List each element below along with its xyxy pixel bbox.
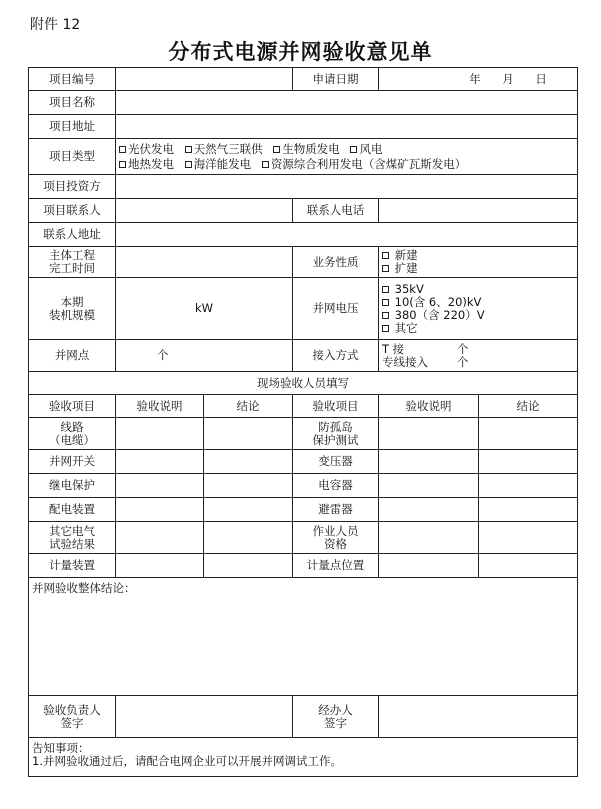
table-row	[29, 418, 578, 450]
checkbox-icon	[382, 252, 389, 259]
voltage-option[interactable]: 其它	[382, 322, 574, 335]
type-option[interactable]: 风电	[350, 143, 382, 156]
type-option[interactable]: 海洋能发电	[185, 158, 252, 171]
row-overall-conclusion	[29, 578, 578, 696]
inspection-item: 配电装置	[29, 498, 116, 522]
project-name-value[interactable]	[116, 91, 578, 115]
inspection-conclusion-cell[interactable]	[204, 474, 293, 498]
row-section-header	[29, 372, 578, 395]
inspection-conclusion-cell[interactable]	[479, 474, 578, 498]
project-contact-label: 项目联系人	[29, 199, 116, 223]
row-capacity	[29, 278, 578, 340]
access-option[interactable]: T 接 个	[382, 341, 469, 356]
access-option[interactable]: 专线接入 个	[382, 354, 469, 369]
inspection-desc-cell[interactable]	[116, 554, 204, 578]
apply-date-label: 申请日期	[293, 68, 379, 91]
table-row	[29, 522, 578, 554]
handler-signature[interactable]	[379, 696, 578, 738]
inspection-conclusion-cell[interactable]	[479, 450, 578, 474]
project-number-label: 项目编号	[29, 68, 116, 91]
business-option[interactable]: 新建	[382, 249, 574, 262]
access-method-label: 接入方式	[293, 340, 379, 372]
checkbox-icon	[119, 146, 126, 153]
table-row	[29, 498, 578, 522]
section-onsite-title: 现场验收人员填写	[29, 372, 578, 395]
inspection-conclusion-cell[interactable]	[479, 554, 578, 578]
inspection-desc-cell[interactable]	[116, 522, 204, 554]
inspection-item: 避雷器	[293, 498, 379, 522]
inspection-conclusion-cell[interactable]	[479, 522, 578, 554]
grid-point-value[interactable]	[116, 340, 293, 372]
inspection-conclusion-cell[interactable]	[204, 498, 293, 522]
project-name-label: 项目名称	[29, 91, 116, 115]
date-day: 日	[535, 71, 547, 86]
notice-title: 告知事项：	[32, 741, 90, 755]
type-option[interactable]: 资源综合利用发电（含煤矿瓦斯发电）	[262, 158, 467, 171]
voltage-option[interactable]: 10(含 6、20)kV	[382, 296, 574, 309]
project-address-value[interactable]	[116, 115, 578, 139]
business-nature-options	[379, 247, 578, 278]
checkbox-icon	[382, 286, 389, 293]
inspection-conclusion-cell[interactable]	[204, 450, 293, 474]
grid-voltage-options	[379, 278, 578, 340]
checkbox-icon	[382, 325, 389, 332]
contact-phone-value[interactable]	[379, 199, 578, 223]
date-year: 年	[469, 71, 481, 86]
type-option[interactable]: 生物质发电	[273, 143, 340, 156]
inspection-desc-cell[interactable]	[379, 522, 479, 554]
project-number-value[interactable]	[116, 68, 293, 91]
voltage-option[interactable]: 35kV	[382, 283, 574, 296]
inspection-conclusion-cell[interactable]	[204, 554, 293, 578]
checkbox-icon	[119, 161, 126, 168]
col-header-desc-left: 验收说明	[116, 395, 204, 418]
checkbox-icon	[382, 265, 389, 272]
inspection-desc-cell[interactable]	[379, 498, 479, 522]
inspection-item: 作业人员 资格	[293, 522, 379, 554]
type-option[interactable]: 光伏发电	[119, 143, 174, 156]
table-row	[29, 554, 578, 578]
type-option[interactable]: 天然气三联供	[185, 143, 263, 156]
col-header-conclusion-left: 结论	[204, 395, 293, 418]
acceptance-form	[28, 67, 578, 777]
apply-date-value[interactable]	[379, 68, 578, 91]
install-capacity-label: 本期 装机规模	[29, 278, 116, 340]
main-completion-value[interactable]	[116, 247, 293, 278]
row-project-investor	[29, 175, 578, 199]
inspection-conclusion-cell[interactable]	[479, 418, 578, 450]
project-investor-label: 项目投资方	[29, 175, 116, 199]
col-header-item-right: 验收项目	[293, 395, 379, 418]
inspection-desc-cell[interactable]	[116, 498, 204, 522]
overall-conclusion-label: 并网验收整体结论：	[32, 581, 136, 595]
row-signatures	[29, 696, 578, 738]
row-project-type	[29, 139, 578, 175]
type-option[interactable]: 地热发电	[119, 158, 174, 171]
table-row	[29, 474, 578, 498]
row-completion	[29, 247, 578, 278]
inspection-header-row	[29, 395, 578, 418]
inspection-item: 电容器	[293, 474, 379, 498]
page-title: 分布式电源并网验收意见单	[168, 40, 433, 64]
business-nature-label: 业务性质	[293, 247, 379, 278]
handler-label: 经办人 签字	[293, 696, 379, 738]
checkbox-icon	[382, 312, 389, 319]
table-row	[29, 450, 578, 474]
checkbox-icon	[185, 146, 192, 153]
checkbox-icon	[273, 146, 280, 153]
row-project-address	[29, 115, 578, 139]
row-project-name	[29, 91, 578, 115]
inspection-item: 并网开关	[29, 450, 116, 474]
inspection-desc-cell[interactable]	[116, 474, 204, 498]
inspection-item: 线路 （电缆）	[29, 418, 116, 450]
inspection-item: 变压器	[293, 450, 379, 474]
contact-phone-label: 联系人电话	[293, 199, 379, 223]
row-project-number	[29, 68, 578, 91]
inspection-desc-cell[interactable]	[379, 554, 479, 578]
inspection-desc-cell[interactable]	[116, 450, 204, 474]
project-address-label: 项目地址	[29, 115, 116, 139]
inspection-item: 计量装置	[29, 554, 116, 578]
row-grid-point	[29, 340, 578, 372]
inspection-conclusion-cell[interactable]	[204, 522, 293, 554]
notice-item: 1.并网验收通过后，请配合电网企业可以开展并网调试工作。	[32, 754, 342, 768]
inspection-conclusion-cell[interactable]	[204, 418, 293, 450]
checkbox-icon	[262, 161, 269, 168]
inspection-desc-cell[interactable]	[379, 450, 479, 474]
inspection-desc-cell[interactable]	[116, 418, 204, 450]
notice-block	[29, 738, 578, 777]
main-completion-label: 主体工程 完工时间	[29, 247, 116, 278]
voltage-option[interactable]: 380（含 220）V	[382, 309, 574, 322]
row-notice	[29, 738, 578, 777]
business-option[interactable]: 扩建	[382, 262, 574, 275]
inspection-conclusion-cell[interactable]	[479, 498, 578, 522]
inspection-item: 其它电气 试验结果	[29, 522, 116, 554]
inspection-item: 计量点位置	[293, 554, 379, 578]
contact-address-label: 联系人地址	[29, 223, 116, 247]
inspection-item: 继电保护	[29, 474, 116, 498]
inspection-item: 防孤岛 保护测试	[293, 418, 379, 450]
date-month: 月	[502, 71, 514, 86]
install-capacity-value[interactable]	[116, 278, 293, 340]
inspection-desc-cell[interactable]	[379, 418, 479, 450]
col-header-conclusion-right: 结论	[479, 395, 578, 418]
checkbox-icon	[350, 146, 357, 153]
accept-leader-signature[interactable]	[116, 696, 293, 738]
project-investor-value[interactable]	[116, 175, 578, 199]
col-header-desc-right: 验收说明	[379, 395, 479, 418]
grid-voltage-label: 并网电压	[293, 278, 379, 340]
capacity-unit: kW	[194, 301, 214, 315]
checkbox-icon	[382, 299, 389, 306]
contact-address-value[interactable]	[116, 223, 578, 247]
inspection-desc-cell[interactable]	[379, 474, 479, 498]
grid-point-label: 并网点	[29, 340, 116, 372]
col-header-item-left: 验收项目	[29, 395, 116, 418]
row-contact	[29, 199, 578, 223]
project-type-options	[116, 139, 578, 175]
checkbox-icon	[185, 161, 192, 168]
row-contact-address	[29, 223, 578, 247]
project-contact-value[interactable]	[116, 199, 293, 223]
accept-leader-label: 验收负责人 签字	[29, 696, 116, 738]
project-type-label: 项目类型	[29, 139, 116, 175]
overall-conclusion-field[interactable]	[29, 578, 578, 696]
access-method-options	[379, 340, 578, 372]
grid-point-unit: 个	[157, 348, 169, 362]
attachment-label: 附件 12	[30, 17, 81, 33]
